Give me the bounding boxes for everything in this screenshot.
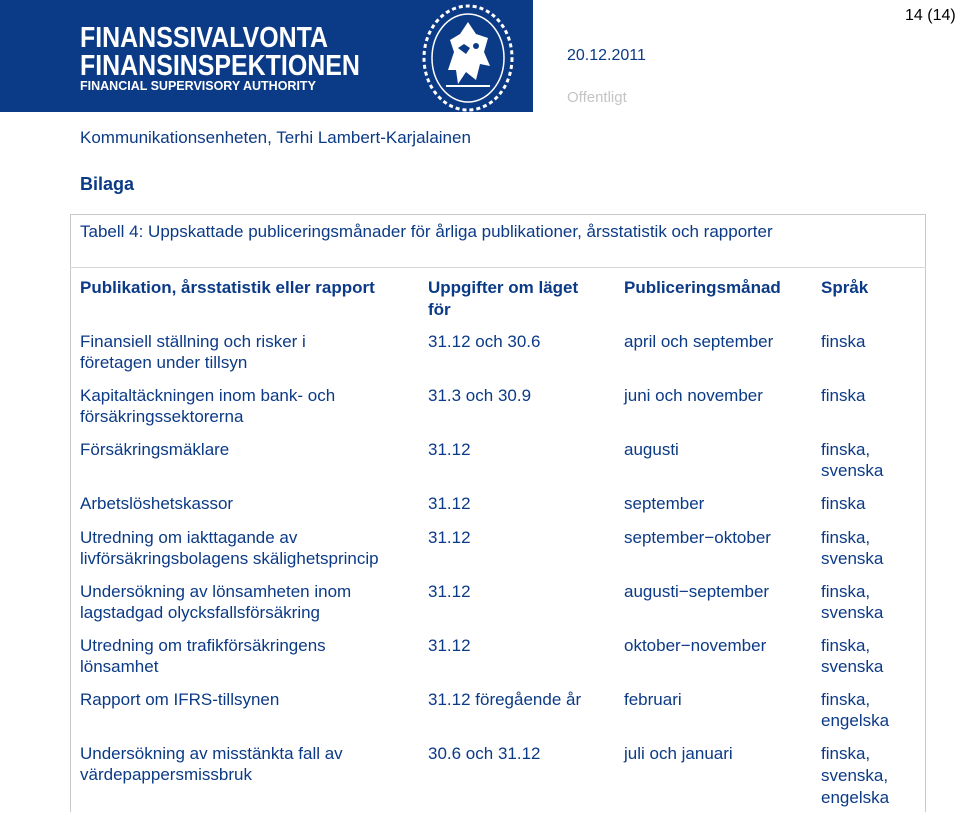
document-date: 20.12.2011 [567,47,646,64]
table-row-publication: Rapport om IFRS-tillsynen [80,690,280,709]
table-row-language: svenska [821,603,884,622]
table-row-data: 31.3 och 30.9 [428,386,532,405]
table-row-month: oktober−november [624,636,767,655]
table-row-language: engelska [821,788,890,807]
column-header-language: Språk [821,278,869,297]
table-row-language: finska, [821,744,871,763]
table-row-month: juni och november [624,386,763,405]
table-row-publication: Kapitaltäckningen inom bank- och [80,386,336,405]
table-row-language: engelska [821,711,890,730]
table-row-language: finska [821,332,866,351]
table-row-language: finska, [821,636,871,655]
table-row-month: augusti [624,440,679,459]
logo-text-line3: FINANCIAL SUPERVISORY AUTHORITY [80,79,316,93]
table-row-data: 31.12 föregående år [428,690,582,709]
table-row-data: 31.12 [428,440,471,459]
table-row-data: 31.12 och 30.6 [428,332,541,351]
table-row-month: september [624,494,705,513]
column-header-data-line1: Uppgifter om läget [428,278,579,297]
table-row-data: 31.12 [428,528,471,547]
table-row-month: juli och januari [624,744,733,763]
logo-text-line1: FINANSSIVALVONTA [80,22,329,54]
table-row-language: finska, [821,440,871,459]
table-row-language: svenska, [821,766,889,785]
table-row-publication: Försäkringsmäklare [80,440,230,459]
table-row-publication: livförsäkringsbolagens skälighetsprincip [80,549,379,568]
table-caption: Tabell 4: Uppskattade publiceringsmånader för årliga publikationer, årsstatistik och rapporter [80,222,773,241]
column-header-month: Publiceringsmånad [624,278,781,297]
table-row-publication: Undersökning av misstänkta fall av [80,744,343,763]
table-row-month: september−oktober [624,528,771,547]
column-header-publication: Publikation, årsstatistik eller rapport [80,278,375,297]
table-row-publication: värdepappersmissbruk [80,765,252,784]
logo-text-line2: FINANSINSPEKTIONEN [80,50,360,82]
table-row-publication: Utredning om iakttagande av [80,528,298,547]
appendix-title: Bilaga [80,174,135,194]
table-row-month: februari [624,690,682,709]
table-row-language: finska, [821,690,871,709]
table-row-publication: Utredning om trafikförsäkringens [80,636,326,655]
table-row-data: 31.12 [428,494,471,513]
caption-separator [70,267,926,268]
table-row-language: svenska [821,657,884,676]
column-header-data-line2: för [428,300,451,319]
table-row-publication: Arbetslöshetskassor [80,494,234,513]
table-row-data: 30.6 och 31.12 [428,744,541,763]
table-row-month: augusti−september [624,582,770,601]
table-row-publication: lönsamhet [80,657,159,676]
lion-seal-icon [418,0,518,112]
table-row-publication: försäkringssektorerna [80,407,244,426]
page-number: 14 (14) [905,7,956,24]
table-row-data: 31.12 [428,636,471,655]
table-row-language: finska, [821,582,871,601]
table-row-data: 31.12 [428,582,471,601]
table-row-language: svenska [821,549,884,568]
classification-label: Offentligt [567,89,627,106]
header-banner [0,0,533,112]
table-row-publication: Undersökning av lönsamheten inom [80,582,352,601]
table-row-language: svenska [821,461,884,480]
table-row-language: finska [821,494,866,513]
table-row-month: april och september [624,332,774,351]
table-row-language: finska, [821,528,871,547]
author-unit: Kommunikationsenheten, Terhi Lambert-Karjalainen [80,128,471,147]
table-row-publication: företagen under tillsyn [80,353,248,372]
table-row-publication: lagstadgad olycksfallsförsäkring [80,603,321,622]
table-row-language: finska [821,386,866,405]
table-row-publication: Finansiell ställning och risker i [80,332,306,351]
